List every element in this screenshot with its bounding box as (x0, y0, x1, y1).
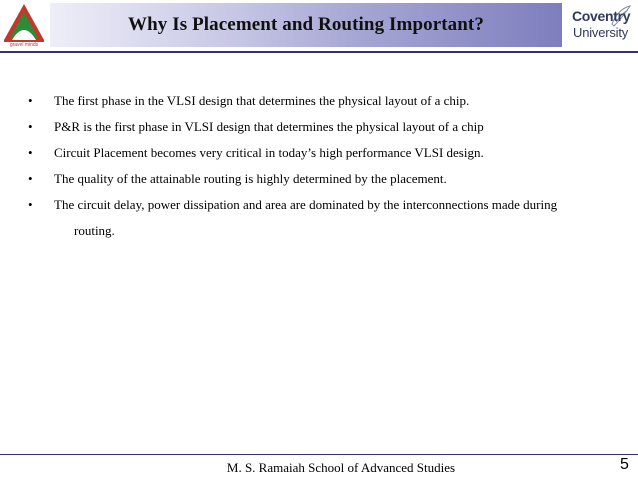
bullet-item (28, 93, 628, 109)
header-divider (0, 51, 638, 53)
bullet-text: The quality of the attainable routing is highly determined by the placement. (54, 171, 447, 186)
coventry-logo (568, 4, 634, 48)
bullet-item (28, 145, 628, 161)
bullet-continuation: routing. (74, 223, 115, 238)
bullet-text: The circuit delay, power dissipation and area are dominated by the interconnections made during (54, 197, 558, 212)
university-wordmark: University (573, 25, 629, 40)
title-bar (50, 3, 562, 47)
slide-title: Why Is Placement and Routing Important? (128, 14, 484, 35)
logo-caption: gravel minds (9, 42, 39, 48)
bullet-item (28, 119, 628, 135)
bullet-item (28, 171, 628, 187)
footer-institution: M. S. Ramaiah School of Advanced Studies (226, 460, 456, 475)
bullet-text: Circuit Placement becomes very critical in today’s high performance VLSI design. (54, 145, 484, 160)
slide-header (0, 0, 638, 52)
bullet-dot: • (28, 145, 33, 160)
bullet-text: The first phase in the VLSI design that determines the physical layout of a chip. (54, 93, 470, 108)
coventry-wordmark: Coventry (572, 8, 631, 24)
footer-divider (0, 454, 638, 455)
bullet-dot: • (28, 93, 33, 108)
bullet-list (28, 93, 628, 249)
page-number: 5 (620, 456, 629, 473)
bullet-dot: • (28, 119, 33, 134)
bullet-dot: • (28, 171, 33, 186)
bullet-text: P&R is the first phase in VLSI design that determines the physical layout of a chip (54, 119, 484, 134)
bullet-item (28, 197, 628, 239)
school-logo (2, 2, 46, 50)
bullet-dot: • (28, 197, 33, 212)
